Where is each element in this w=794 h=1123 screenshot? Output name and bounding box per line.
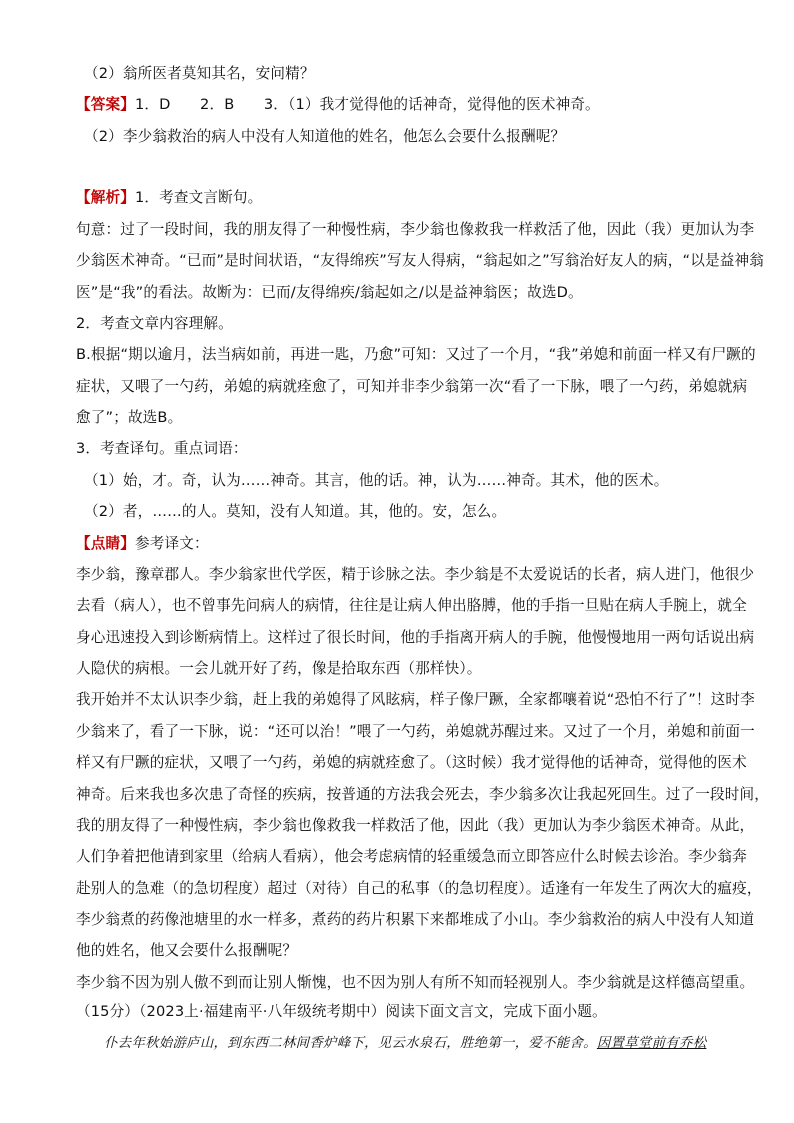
analysis-line-10: （1）始，才。奇，认为……神奇。其言，他的话。神，认为……神奇。其术，他的医术。: [84, 472, 669, 489]
analysis-line-5: 2．考查文章内容理解。: [76, 315, 233, 332]
translation-line: 他的姓名，他又会要什么报酬呢？: [76, 942, 298, 959]
analysis-line-1: [76, 187, 722, 209]
translation-line: 身心迅速投入到诊断病情上。这样过了很长时间，他的手指离开病人的手腕，他慢慢地用一两句话说出病: [76, 629, 755, 646]
comment-title: 参考译文：: [134, 535, 209, 552]
translation-line: 样又有尸蹶的症状，又喂了一勺药，弟媳的病就痊愈了。（这时候）我才觉得他的话神奇，觉得他的医术: [76, 754, 747, 771]
translation-line: 李少翁煮的药像池塘里的水一样多，煮药的药片积累下来都堆成了小山。李少翁救治的病人中没有人知道: [76, 911, 755, 928]
answer-line-1: [76, 94, 722, 116]
analysis-line-4: 医”是“我”的看法。故断为：已而/友得绵疾/翁起如之/以是益神翁医；故选D。: [76, 284, 583, 301]
comment-tag: 【点睛】: [76, 535, 135, 552]
translation-line: 少翁来了，看了一下脉，说：“还可以治！”喂了一勺药，弟媳就苏醒过来。又过了一个月，弟媳和前面一: [76, 723, 755, 740]
classical-text-main: 仆去年秋始游庐山，到东西二林间香炉峰下，见云水泉石，胜绝第一，爱不能舍。: [104, 1036, 597, 1051]
analysis-line-6: B.根据“期以逾月，法当病如前，再进一匙，乃愈”可知：又过了一个月，“我”弟媳和前面一样又有尸蹶的: [76, 346, 756, 363]
analysis-line-2: 句意：过了一段时间，我的朋友得了一种慢性病，李少翁也像救我一样救活了他，因此（我）更加认为李: [76, 221, 755, 238]
classical-text-underlined: 因置草堂前有乔松: [596, 1036, 707, 1051]
analysis-line-8: 愈了”；故选B。: [76, 409, 183, 426]
translation-line: 李少翁不因为别人傲不到而让别人惭愧，也不因为别人有所不知而轻视别人。李少翁就是这样德高望重。: [76, 974, 755, 991]
next-question-intro: （15分）（2023上·福建南平·八年级统考期中）阅读下面文言文，完成下面小题。: [76, 1003, 607, 1020]
translation-line: 去看（病人），也不曾事先问病人的病情，往往是让病人伸出胳膊，他的手指一旦贴在病人手腕上，就全: [76, 597, 747, 614]
analysis-line-11: （2）者，……的人。莫知，没有人知道。其，他的。安，怎么。: [84, 503, 507, 520]
answer-line-2: （2）李少翁救治的病人中没有人知道他的姓名，他怎么会要什么报酬呢？: [84, 128, 566, 145]
question-2: （2）翁所医者莫知其名，安问精？: [84, 65, 315, 82]
translation-line: 神奇。后来我也多次患了奇怪的疾病，按普通的方法我会死去，李少翁多次让我起死回生。过了一段时间，: [76, 786, 769, 803]
analysis-line-7: 症状，又喂了一勺药，弟媳的病就痊愈了，可知并非李少翁第一次“看了一下脉，喂了一勺药，弟媳就病: [76, 378, 748, 395]
analysis-tag: 【解析】: [76, 189, 135, 206]
translation-line: 李少翁，豫章郡人。李少翁家世代学医，精于诊脉之法。李少翁是不太爱说话的长者，病人进门，他很少: [76, 566, 755, 583]
translation-line: 人们争着把他请到家里（给病人看病），他会考虑病情的轻重缓急而立即答应什么时候去诊治。李少翁奔: [76, 848, 747, 865]
classical-text-line: [104, 1033, 724, 1055]
analysis-line-9: 3．考查译句。重点词语：: [76, 440, 248, 457]
comment-header: [76, 533, 722, 555]
answer-text-1: 1．D 2．B 3．（1）我才觉得他的话神奇，觉得他的医术神奇。: [134, 96, 600, 113]
translation-line: 我的朋友得了一种慢性病，李少翁也像救我一样救活了他，因此（我）更加认为李少翁医术神奇。从此，: [76, 817, 755, 834]
translation-line: 赴别人的急难（的急切程度）超过（对待）自己的私事（的急切程度）。适逢有一年发生了两次大的瘟疫，: [76, 880, 762, 897]
analysis-text-1: 1．考查文言断句。: [134, 189, 263, 206]
analysis-line-3: 少翁医术神奇。“已而”是时间状语，“友得绵疾”写友人得病，“翁起如之”写翁治好友人的病，“以是益神翁: [76, 252, 764, 269]
answer-tag: 【答案】: [76, 96, 135, 113]
translation-line: 人隐伏的病根。一会儿就开好了药，像是拾取东西（那样快）。: [76, 660, 482, 677]
translation-line: 我开始并不太认识李少翁，赶上我的弟媳得了风眩病，样子像尸蹶，全家都嚷着说“恐怕不行了”！这时李: [76, 691, 755, 708]
